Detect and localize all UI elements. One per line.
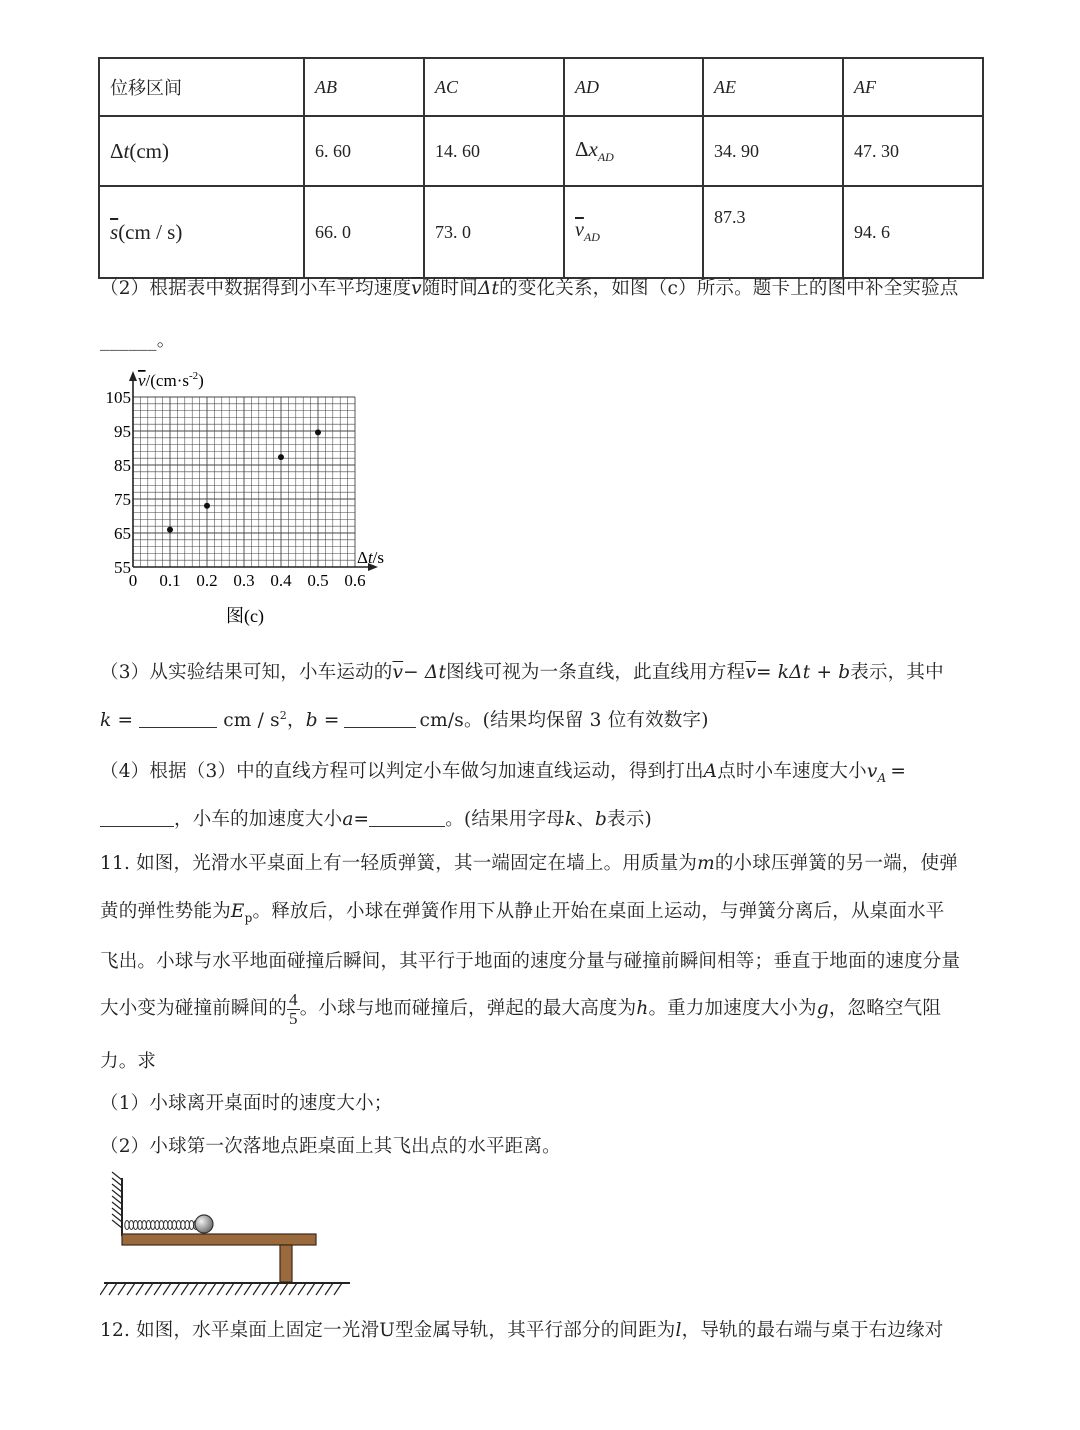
hatch-line: [163, 1283, 171, 1295]
y-tick-label: 85: [114, 456, 131, 475]
p11-line1: [100, 849, 958, 875]
hatch-line: [271, 1283, 279, 1295]
header-ae: AE: [703, 58, 843, 116]
data-point: [167, 527, 173, 533]
x-tick-label: 0.2: [196, 571, 218, 590]
p11-ep-sub: p: [244, 911, 253, 925]
t-var: t: [123, 138, 130, 163]
table-top: [122, 1234, 316, 1245]
p12-text-b: 型金属导轨，其平行部分的间距为: [395, 1320, 676, 1341]
hatch-line: [307, 1283, 315, 1295]
xlabel-delta: Δ: [357, 548, 368, 567]
hatch-line: [244, 1283, 252, 1295]
p12-line1: [100, 1316, 943, 1342]
hatch-line: [181, 1283, 189, 1295]
ylabel-v: v: [138, 371, 146, 390]
x-tick-label: 0.4: [270, 571, 292, 590]
y-tick-label: 55: [114, 558, 131, 577]
y-tick-label: 95: [114, 422, 131, 441]
frac-numerator: 4: [289, 989, 298, 1009]
q4-point-a: A: [703, 761, 718, 782]
xlabel-t: t: [367, 548, 373, 567]
hatch-line: [217, 1283, 225, 1295]
q3-comma: ，: [287, 710, 306, 731]
q3-text-d: 表示，其中: [850, 662, 944, 683]
q4-text-a: （4）根据（3）中的直线方程可以判定小车做匀加速直线运动，得到打出: [100, 761, 704, 782]
q4-text-b: 点时小车速度大小: [717, 761, 867, 782]
q4-a-var: a: [342, 809, 354, 830]
cell-s-ac: 73. 0: [424, 186, 564, 278]
b-answer-blank[interactable]: [344, 727, 416, 728]
q4-line2: [100, 805, 652, 831]
header-ac: AC: [424, 58, 564, 116]
hatch-line: [190, 1283, 198, 1295]
q3-k-label: k =: [100, 710, 134, 731]
va-answer-blank[interactable]: [100, 826, 174, 827]
q3-line1: [100, 658, 944, 684]
chart-grid: [133, 397, 355, 567]
wall-hatch: [112, 1172, 122, 1228]
q2-text-c: 的变化关系，如图（c）所示。题卡上的图中补全实验点: [499, 278, 959, 299]
hatch-line: [127, 1283, 135, 1295]
table-header-row: [99, 58, 983, 116]
q4-va-sub: A: [877, 771, 887, 785]
q4-k: k: [564, 809, 577, 830]
data-point: [278, 454, 284, 460]
data-table: [98, 57, 984, 279]
q2-v: $\overline{v}$: [411, 278, 422, 299]
data-point: [315, 429, 321, 435]
q2-text-b: 随时间: [421, 278, 478, 299]
x-tick-label: 0.1: [159, 571, 181, 590]
p11-m: m: [697, 853, 715, 874]
table-leg: [280, 1245, 292, 1282]
cell-s-ab: 66. 0: [304, 186, 424, 278]
p11-h: h: [636, 998, 649, 1019]
spring-coil: [176, 1221, 180, 1230]
ground-hatch: [100, 1283, 342, 1295]
hatch-line: [136, 1283, 144, 1295]
y-axis-label: [138, 370, 204, 390]
cell-dt-ab: 6. 60: [304, 116, 424, 186]
frac-denominator: 5: [289, 1008, 298, 1028]
hatch-line: [172, 1283, 180, 1295]
q4-text-c: ，小车的加速度大小: [174, 809, 343, 830]
q4-a-eq: =: [353, 809, 370, 830]
table-row-dt: [99, 116, 983, 186]
p11-text-4b: 。小球与地而碰撞后，弹起的最大高度为: [299, 998, 637, 1019]
q3-v-dt: − Δt: [403, 662, 447, 683]
p11-text-1a: 11. 如图，光滑水平桌面上有一轻质弹簧，其一端固定在墙上。用质量为: [100, 853, 698, 874]
q2-line1: [100, 274, 959, 300]
hatch-line: [325, 1283, 333, 1295]
p11-sub2: （2）小球第一次落地点距桌面上其飞出点的水平距离。: [100, 1136, 561, 1157]
q4-text-e: 表示): [607, 809, 652, 830]
p11-text-4d: ，忽略空气阻: [828, 998, 942, 1019]
hatch-line: [109, 1283, 117, 1295]
hatch-line: [199, 1283, 207, 1295]
fraction-four-fifths: [287, 991, 300, 1028]
row-dt-label: [99, 116, 304, 186]
q3-equation: = kΔt + b: [755, 662, 851, 683]
hatch-line: [118, 1283, 126, 1295]
spring-coil: [129, 1221, 133, 1230]
spring-coil: [164, 1221, 168, 1230]
y-tick-label: 75: [114, 490, 131, 509]
header-interval: 位移区间: [99, 58, 304, 116]
x-tick-label: 0.6: [344, 571, 366, 590]
q2-line2: ______。: [100, 330, 176, 351]
ylabel-close: ): [198, 371, 204, 390]
x-axis-label: [357, 548, 384, 567]
cell-dt-ae: 34. 90: [703, 116, 843, 186]
row-s-label: [99, 186, 304, 278]
spring-table-figure: [100, 1168, 360, 1300]
hatch-line: [235, 1283, 243, 1295]
spring-coil: [168, 1221, 172, 1230]
x-tick-label: 0.5: [307, 571, 329, 590]
x-tick-label: 0: [128, 571, 138, 590]
spring: [125, 1221, 198, 1230]
a-answer-blank[interactable]: [369, 826, 445, 827]
p11-sub1: （1）小球离开桌面时的速度大小；: [100, 1093, 393, 1114]
p11-line2: [100, 897, 944, 925]
cell-s-af: 94. 6: [843, 186, 983, 278]
q3-k-unit-exp: 2: [279, 709, 287, 722]
dx-delta: Δ: [575, 137, 589, 161]
spring-coil: [133, 1221, 137, 1230]
k-answer-blank[interactable]: [139, 727, 217, 728]
header-ad: AD: [564, 58, 703, 116]
table-row-s: [99, 186, 983, 278]
q4-eq: =: [890, 761, 907, 782]
p12-u: U: [379, 1320, 395, 1341]
p11-text-1b: 的小球压弹簧的另一端，使弹: [714, 853, 958, 874]
spring-coil: [172, 1221, 176, 1230]
ylabel-exp: -2: [188, 370, 199, 382]
p11-text-4c: 。重力加速度大小为: [648, 998, 817, 1019]
q2-dt: Δt: [477, 278, 500, 299]
cell-s-ad: [564, 186, 703, 278]
v-ad-sub: AD: [583, 230, 600, 244]
spring-coil: [155, 1221, 159, 1230]
p11-line5: 力。求: [100, 1051, 157, 1072]
spring-coil: [185, 1221, 189, 1230]
x-tick-label: 0.3: [233, 571, 255, 590]
header-af: AF: [843, 58, 983, 116]
hatch-line: [298, 1283, 306, 1295]
delta-symbol: Δ: [110, 138, 124, 163]
q3-text-a: （3）从实验结果可知，小车运动的: [100, 662, 393, 683]
q3-v1: $\overline{v}$: [392, 662, 404, 683]
y-axis-arrow: [129, 371, 137, 381]
unit-cm: (cm): [129, 138, 170, 163]
ylabel-unit: /(cm·s: [145, 371, 189, 390]
chart-caption: 图(c): [226, 606, 264, 626]
velocity-time-chart: [95, 368, 415, 640]
spring-coil: [142, 1221, 146, 1230]
data-point: [204, 503, 210, 509]
p11-ep: E: [230, 901, 245, 922]
hatch-line: [145, 1283, 153, 1295]
hatch-line: [289, 1283, 297, 1295]
spring-coil: [189, 1221, 193, 1230]
cell-s-ae: 87.3: [703, 186, 843, 278]
p12-text-a: 12. 如图，水平桌面上固定一光滑: [100, 1320, 380, 1341]
q4-va-v: v: [866, 761, 878, 782]
chart-axes: [129, 371, 378, 571]
hatch-line: [100, 1283, 108, 1295]
hatch-line: [280, 1283, 288, 1295]
s-bar-var: $\overline{s}$: [110, 219, 119, 244]
p12-text-c: ，导轨的最右端与桌于右边缘对: [681, 1320, 944, 1341]
p11-line4: [100, 986, 941, 1032]
dx-var: x: [588, 137, 598, 161]
q4-line1: [100, 757, 906, 785]
spring-coil: [181, 1221, 185, 1230]
spring-coil: [125, 1221, 129, 1230]
hatch-line: [253, 1283, 261, 1295]
spring-coil: [151, 1221, 155, 1230]
hatch-line: [208, 1283, 216, 1295]
hatch-line: [316, 1283, 324, 1295]
q3-text-c: 图线可视为一条直线，此直线用方程: [446, 662, 746, 683]
y-tick-label: 65: [114, 524, 131, 543]
cell-dt-af: 47. 30: [843, 116, 983, 186]
q3-b-unit: cm/s。(结果均保留 3 位有效数字): [419, 710, 709, 731]
q4-text-d: 。(结果用字母: [445, 809, 565, 830]
p12-l: l: [675, 1320, 682, 1341]
q3-b-label: b =: [305, 710, 340, 731]
q3-v2: $\overline{v}$: [745, 662, 756, 683]
q4-b: b: [595, 809, 608, 830]
q4-sep: 、: [576, 809, 595, 830]
dx-sub: AD: [597, 150, 614, 164]
y-tick-label: 105: [105, 388, 131, 407]
hatch-line: [226, 1283, 234, 1295]
unit-cm-s: (cm / s): [118, 219, 183, 244]
xlabel-s: /s: [372, 548, 385, 567]
spring-coil: [138, 1221, 142, 1230]
p11-text-4a: 大小变为碰撞前瞬间的: [100, 998, 288, 1019]
hatch-line: [334, 1283, 342, 1295]
spring-coil: [159, 1221, 163, 1230]
q3-line2: [100, 706, 709, 732]
q3-k-unit: cm / s: [223, 710, 280, 731]
ball: [195, 1215, 213, 1233]
spring-coil: [146, 1221, 150, 1230]
v-ad-var: $\overline{v}$: [575, 219, 584, 241]
header-ab: AB: [304, 58, 424, 116]
chart-ticks: [106, 388, 366, 590]
cell-dt-ac: 14. 60: [424, 116, 564, 186]
p11-g: g: [816, 998, 829, 1019]
p11-line3: 飞出。小球与水平地面碰撞后瞬间，其平行于地面的速度分量与碰撞前瞬间相等；垂直于地面的速度分量: [100, 951, 961, 972]
hatch-line: [154, 1283, 162, 1295]
p11-text-2a: 黄的弹性势能为: [100, 901, 231, 922]
p11-text-2b: 。释放后，小球在弹簧作用下从静止开始在桌面上运动，与弹簧分离后，从桌面水平: [252, 901, 945, 922]
hatch-line: [262, 1283, 270, 1295]
cell-dt-ad: [564, 116, 703, 186]
q2-text-a: （2）根据表中数据得到小车平均速度: [100, 278, 412, 299]
